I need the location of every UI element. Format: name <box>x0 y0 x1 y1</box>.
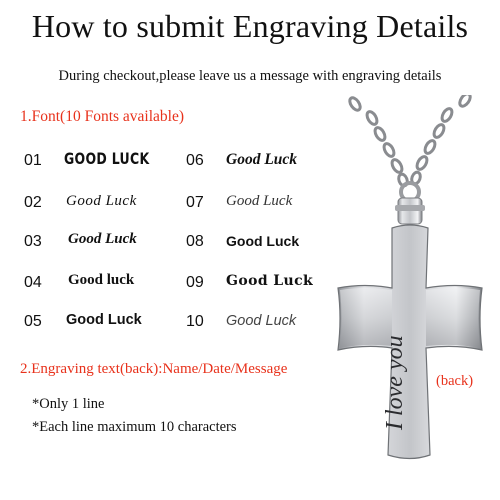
page-title: How to submit Engraving Details <box>31 8 469 44</box>
note-one-line: *Only 1 line <box>32 396 105 412</box>
font-number: 08 <box>186 233 204 250</box>
note-max-characters: *Each line maximum 10 characters <box>32 419 237 435</box>
font-sample: GOOD LUCK <box>64 149 150 168</box>
back-label: (back) <box>436 373 474 389</box>
font-number: 10 <box>186 313 204 330</box>
bail <box>395 183 425 224</box>
font-sample: Good Luck <box>226 233 300 249</box>
font-number: 01 <box>24 152 42 169</box>
font-number: 06 <box>186 152 204 169</box>
engraving-text: I love you <box>382 335 408 430</box>
cross-pendant-image <box>250 95 500 500</box>
font-number: 04 <box>24 274 42 291</box>
font-sample: Good Luck <box>66 312 142 328</box>
font-number: 02 <box>24 194 42 211</box>
step2-heading: 2.Engraving text(back):Name/Date/Message <box>20 361 288 377</box>
font-sample: Good Luck <box>66 193 137 209</box>
font-number: 05 <box>24 313 42 330</box>
font-sample: Good Luck <box>226 193 293 209</box>
font-number: 07 <box>186 194 204 211</box>
subtitle: During checkout,please leave us a message with engraving details <box>58 68 442 84</box>
font-sample: Good Luck <box>226 313 297 329</box>
step1-heading: 1.Font(10 Fonts available) <box>20 108 185 125</box>
font-sample: Good Luck <box>226 273 314 289</box>
font-sample: Good luck <box>68 272 135 288</box>
chain <box>348 95 473 187</box>
font-sample: Good Luck <box>226 151 298 168</box>
font-number: 03 <box>24 233 42 250</box>
font-number: 09 <box>186 274 204 291</box>
font-sample: Good Luck <box>68 231 137 247</box>
